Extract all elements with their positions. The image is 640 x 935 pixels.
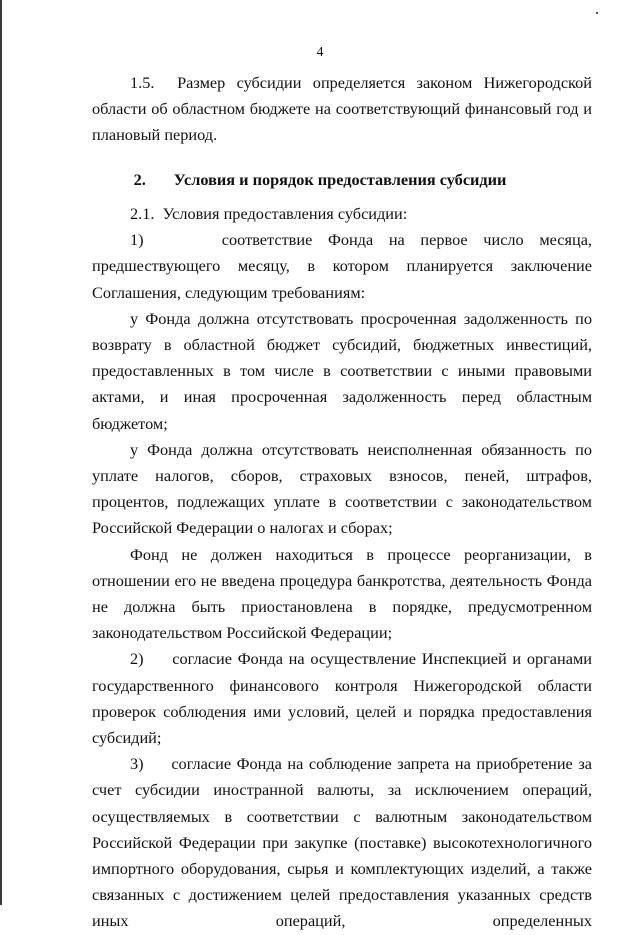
paragraph-item-1: 1) соответствие Фонда на первое число месяца, предшествующего месяцу, в котором планируется заключение Соглашения, следующим требованиям: <box>92 230 592 302</box>
paragraph-debt-requirement: у Фонда должна отсутствовать просроченная задолженность по возврату в областной бюджет субсидий, бюджетных инвестиций, предоставленных в том числе в соответствии с иными правовыми актами, и иная просроченная задолженность перед областным бюджетом; <box>92 308 592 433</box>
scan-artifact-dot <box>596 12 598 14</box>
paragraph-item-2: 2) согласие Фонда на осуществление Инспекцией и органами государственного финансового контроля Нижегородской области проверок соблюдения ими условий, целей и порядка предоставления субсидий; <box>92 649 592 748</box>
paragraph-2-1: 2.1. Условия предоставления субсидии: <box>130 204 408 223</box>
section-2-body <box>92 201 592 935</box>
section-heading <box>0 170 640 190</box>
paragraph-reorganization-requirement: Фонд не должен находиться в процессе реорганизации, в отношении его не введена процедура банкротства, деятельность Фонда не должна быть приостановлена в порядке, предусмотренном законодательством Российской Федерации; <box>92 544 592 643</box>
section-heading-title: Условия и порядок предоставления субсидии <box>173 170 507 189</box>
paragraph-1-5: 1.5. Размер субсидии определяется законом Нижегородской области об областном бюджете на соответствующий финансовый год и плановый период. <box>92 73 592 145</box>
paragraph-item-3: 3) согласие Фонда на соблюдение запрета на приобретение за счет субсидии иностранной валюты, за исключением операций, осуществляемых в соответствии с валютным законодательством Российской Федерации при закупке (поставке) высокотехнологичного импортного оборудования, сырья и комплектующих изделий, а также связанных с достижением целей предоставления указанных средств иных операций, определенных <box>92 754 592 931</box>
paragraph-tax-requirement: у Фонда должна отсутствовать неисполненная обязанность по уплате налогов, сборов, страховых взносов, пеней, штрафов, процентов, подлежащих уплате в соответствии с законодательством Российской Федерации о налогах и сборах; <box>92 439 592 538</box>
section-1-5-block <box>92 70 592 149</box>
page-number: 4 <box>316 45 324 60</box>
section-heading-number: 2. <box>133 170 146 189</box>
scan-edge-line <box>0 0 2 905</box>
